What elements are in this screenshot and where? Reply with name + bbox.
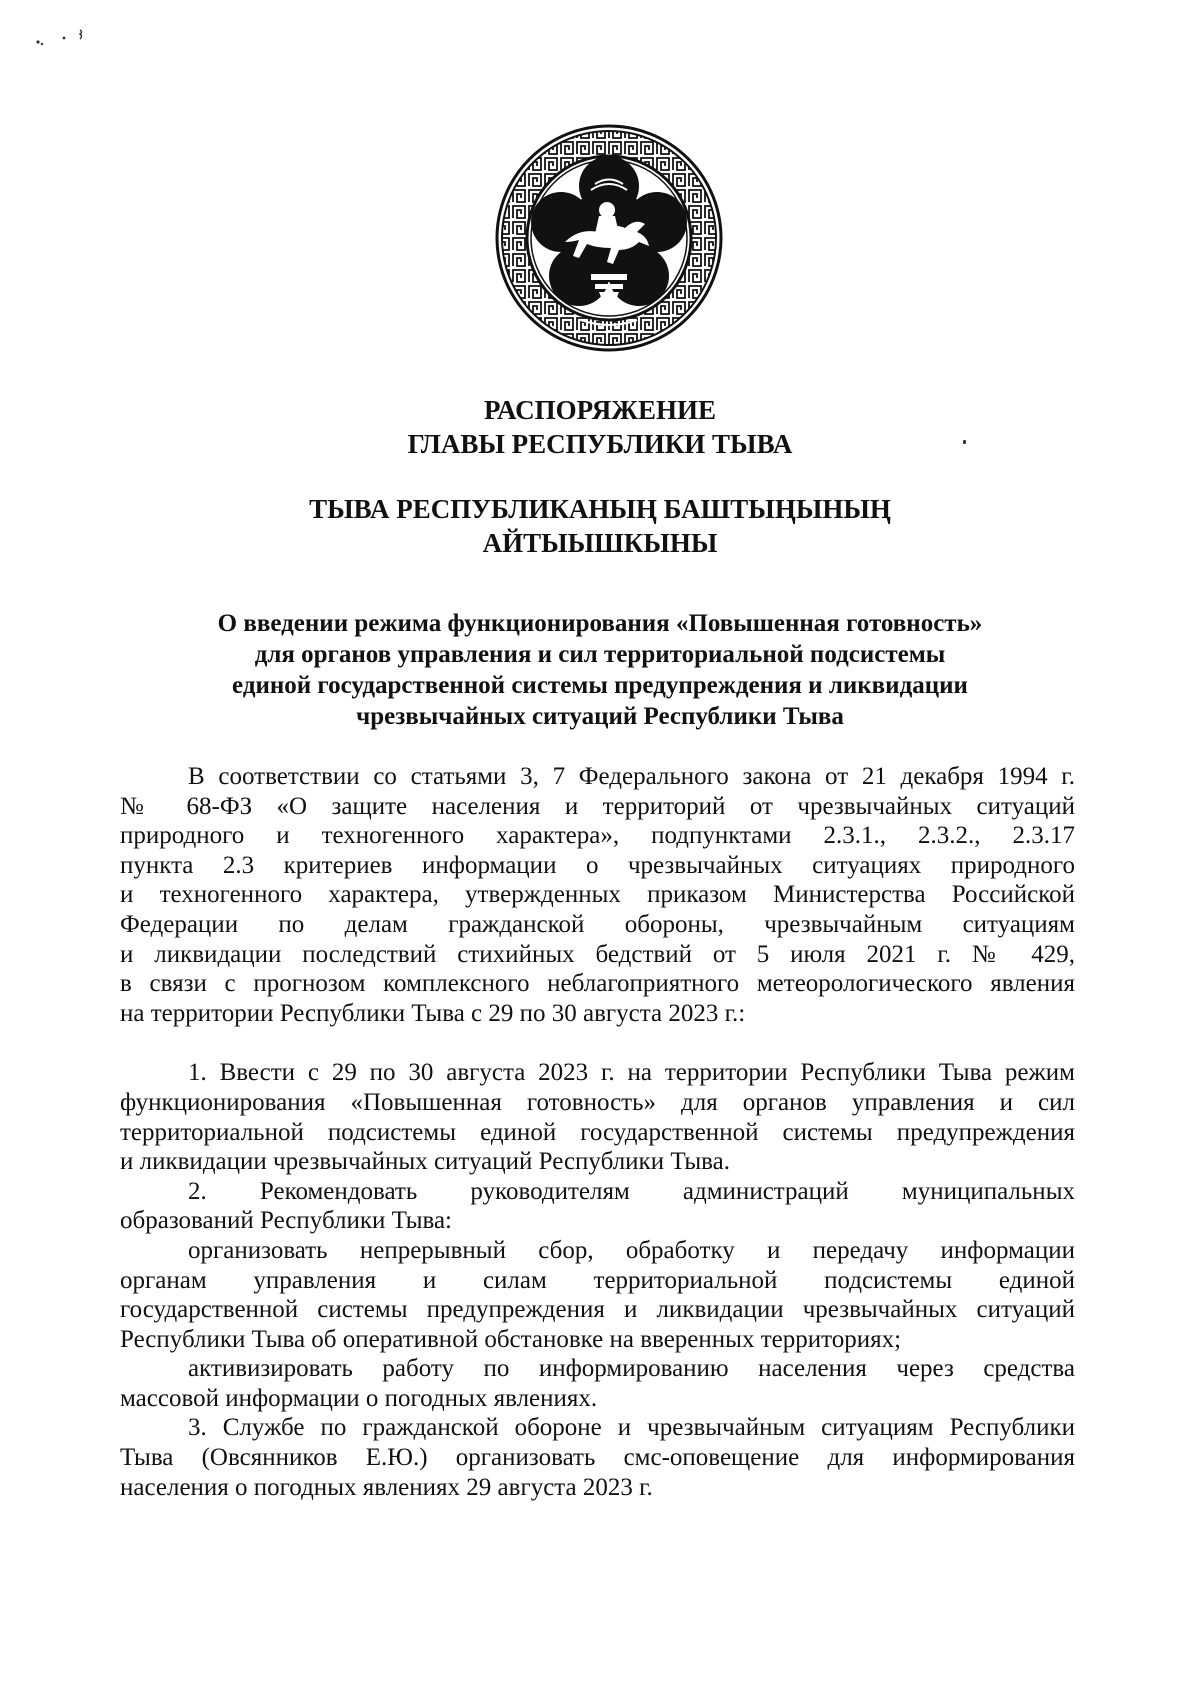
order-subject-line: чрезвычайных ситуаций Республики Тыва: [356, 703, 844, 730]
item-2-paragraph: [120, 1177, 1075, 1236]
scan-speck: [963, 440, 966, 444]
text-line: населения о погодных явлениях 29 августа 2023 г.: [120, 1473, 653, 1501]
text-line: Тыва (Овсянников Е.Ю.) организовать смс-оповещение для информирования: [120, 1444, 1075, 1472]
preamble-paragraph: [120, 762, 1075, 1028]
order-body: [120, 762, 1075, 1502]
item-2b-paragraph: [120, 1354, 1075, 1413]
text-line: и техногенного характера, утвержденных приказом Министерства Российской: [120, 881, 1075, 909]
order-title-tyvan-line: АЙТЫЫШКЫНЫ: [482, 528, 718, 558]
text-line: пункта 2.3 критериев информации о чрезвычайных ситуациях природного: [120, 851, 1075, 879]
order-title: [120, 393, 1080, 461]
order-title-line: ГЛАВЫ РЕСПУБЛИКИ ТЫВА: [407, 429, 793, 459]
text-line: Республики Тыва об оперативной обстановке на вверенных территориях;: [120, 1325, 902, 1353]
text-line: 2. Рекомендовать руководителям администраций муниципальных: [188, 1177, 1075, 1205]
text-line: 1. Ввести с 29 по 30 августа 2023 г. на территории Республики Тыва режим: [188, 1059, 1075, 1087]
text-line: организовать непрерывный сбор, обработку и передачу информации: [188, 1236, 1075, 1264]
text-line: В соответствии со статьями 3, 7 Федерального закона от 21 декабря 1994 г.: [188, 763, 1075, 790]
scan-specks: [34, 26, 94, 56]
text-line: активизировать работу по информированию населения через средства: [188, 1355, 1075, 1383]
text-line: функционирования «Повышенная готовность» для органов управления и сил: [120, 1088, 1075, 1116]
item-2a-paragraph: [120, 1236, 1075, 1354]
order-subject-line: единой государственной системы предупреждения и ликвидации: [232, 672, 968, 699]
text-line: и ликвидации последствий стихийных бедствий от 5 июля 2021 г. № 429,: [120, 940, 1075, 968]
order-title-tyvan: [120, 492, 1080, 560]
text-line: № 68-ФЗ «О защите населения и территорий от чрезвычайных ситуаций: [120, 792, 1075, 820]
text-line: природного и техногенного характера», подпунктами 2.3.1., 2.3.2., 2.3.17: [120, 822, 1075, 850]
text-line: Федерации по делам гражданской обороны, чрезвычайным ситуациям: [120, 910, 1075, 938]
item-3-paragraph: [120, 1413, 1075, 1502]
order-title-tyvan-line: ТЫВА РЕСПУБЛИКАНЫҢ БАШТЫҢЫНЫҢ: [309, 494, 891, 524]
text-line: на территории Республики Тыва с 29 по 30 августа 2023 г.:: [120, 999, 746, 1027]
order-subject-line: для органов управления и сил территориальной подсистемы: [254, 641, 946, 668]
text-line: территориальной подсистемы единой государственной системы предупреждения: [120, 1118, 1075, 1146]
order-title-line: РАСПОРЯЖЕНИЕ: [483, 395, 717, 425]
text-line: 3. Службе по гражданской обороне и чрезвычайным ситуациям Республики: [188, 1414, 1075, 1442]
item-1-paragraph: [120, 1058, 1075, 1176]
order-subject: [120, 608, 1080, 732]
text-line: органам управления и силам территориальной подсистемы единой: [120, 1266, 1075, 1294]
text-line: в связи с прогнозом комплексного неблагоприятного метеорологического явления: [120, 970, 1075, 998]
text-line: и ликвидации чрезвычайных ситуаций Республики Тыва.: [120, 1148, 730, 1176]
tuva-coat-of-arms-icon: [495, 124, 723, 352]
text-line: образований Республики Тыва:: [120, 1207, 453, 1235]
order-subject-line: О введении режима функционирования «Повышенная готовность»: [217, 610, 983, 637]
paragraph-gap: [120, 1028, 1075, 1058]
text-line: массовой информации о погодных явлениях.: [120, 1384, 598, 1412]
text-line: государственной системы предупреждения и ликвидации чрезвычайных ситуаций: [120, 1296, 1075, 1324]
